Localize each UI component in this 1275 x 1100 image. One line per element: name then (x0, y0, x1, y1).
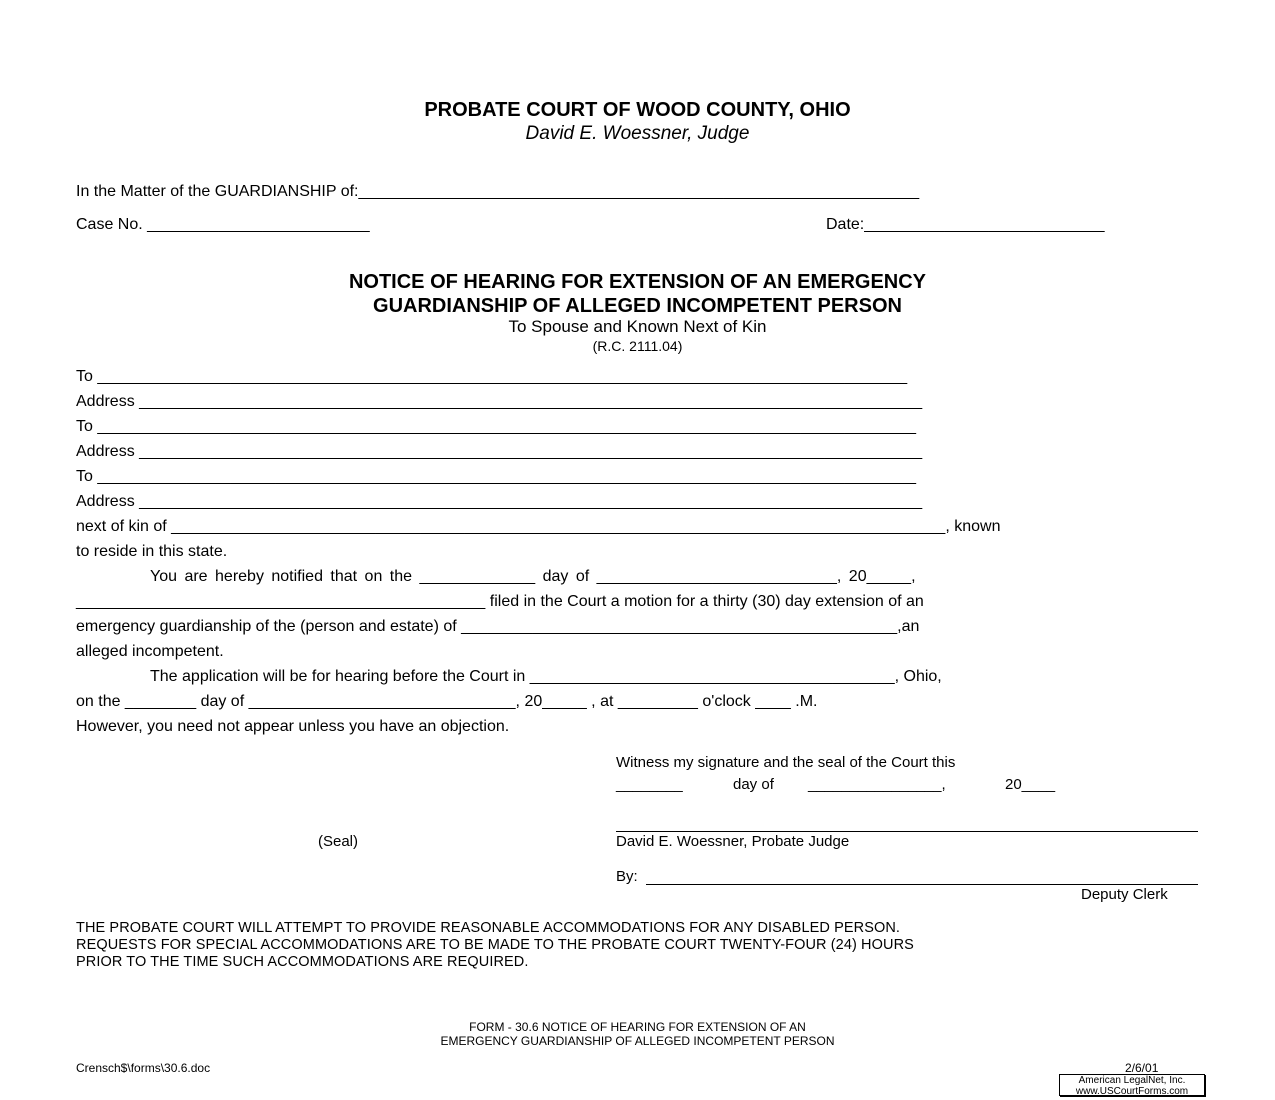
hearing-date-time-fields[interactable]: on the ________ day of ______________________________, 20_____ , at _________ o'clock ____ .M. (76, 693, 818, 710)
deputy-signature-line[interactable] (646, 884, 1198, 885)
form-title-line2: GUARDIANSHIP OF ALLEGED INCOMPETENT PERSON (373, 295, 902, 317)
notification-date-fields[interactable]: You are hereby notified that on the _____________ day of ___________________________, 20_____, (150, 568, 916, 585)
form-id-line1: FORM - 30.6 NOTICE OF HEARING FOR EXTENSION OF AN (469, 1020, 806, 1034)
file-path: Crensch$\forms\30.6.doc (76, 1061, 211, 1075)
form-subtitle: To Spouse and Known Next of Kin (508, 317, 767, 336)
publisher-name: American LegalNet, Inc. (1078, 1075, 1186, 1086)
recipient-address-field-1[interactable]: Address ________________________________________________________________________________________ (76, 393, 923, 410)
date-field[interactable]: Date:___________________________ (826, 216, 1105, 233)
judge-name: David E. Woessner, Judge (525, 123, 750, 144)
recipient-address-field-3[interactable]: Address ________________________________________________________________________________________ (76, 493, 923, 510)
recipient-to-field-3[interactable]: To ____________________________________________________________________________________________ (76, 468, 916, 485)
recipient-to-field-2[interactable]: To ____________________________________________________________________________________________ (76, 418, 916, 435)
seal-label: (Seal) (318, 833, 359, 850)
form-title-line1: NOTICE OF HEARING FOR EXTENSION OF AN EMERGENCY (348, 271, 927, 293)
body-text: to reside in this state. (76, 543, 228, 560)
recipient-to-field-1[interactable]: To ___________________________________________________________________________________________ (76, 368, 908, 385)
next-of-kin-field[interactable]: next of kin of _______________________________________________________________________________________, known (76, 518, 1001, 535)
movant-field[interactable]: ______________________________________________ filed in the Court a motion for a thirty (30) day extension of an (76, 593, 924, 610)
witness-day-of-label: day of (733, 776, 774, 793)
hearing-location-field[interactable]: The application will be for hearing before the Court in _________________________________________, Ohio, (150, 668, 942, 685)
publisher-stamp (1059, 1074, 1205, 1096)
statute-reference: (R.C. 2111.04) (592, 338, 683, 354)
accommodations-notice-line3: PRIOR TO THE TIME SUCH ACCOMMODATIONS ARE REQUIRED. (76, 954, 529, 970)
deputy-by-label: By: (616, 868, 638, 885)
accommodations-notice-line2: REQUESTS FOR SPECIAL ACCOMMODATIONS ARE TO BE MADE TO THE PROBATE COURT TWENTY-FOUR (24) HOURS (76, 937, 914, 953)
witness-statement: Witness my signature and the seal of the Court this (616, 754, 956, 771)
accommodations-notice-line1: THE PROBATE COURT WILL ATTEMPT TO PROVIDE REASONABLE ACCOMMODATIONS FOR ANY DISABLED PERSON. (76, 920, 901, 936)
body-text: alleged incompetent. (76, 643, 224, 660)
revision-date: 2/6/01 (1125, 1061, 1159, 1075)
deputy-clerk-label: Deputy Clerk (1081, 886, 1168, 903)
guardianship-matter-field[interactable]: In the Matter of the GUARDIANSHIP of:_______________________________________________________________ (76, 183, 920, 200)
body-text: However, you need not appear unless you have an objection. (76, 718, 510, 735)
witness-month-field[interactable]: ________________, (808, 776, 946, 793)
witness-year-field[interactable]: 20____ (1005, 776, 1056, 793)
recipient-address-field-2[interactable]: Address ________________________________________________________________________________________ (76, 443, 923, 460)
court-name: PROBATE COURT OF WOOD COUNTY, OHIO (424, 99, 851, 121)
incompetent-person-field[interactable]: emergency guardianship of the (person and estate) of _________________________________________________,an (76, 618, 920, 635)
judge-signature-label: David E. Woessner, Probate Judge (616, 833, 850, 850)
publisher-url: www.USCourtForms.com (1075, 1085, 1189, 1097)
judge-signature-line[interactable] (616, 831, 1198, 832)
witness-day-field[interactable]: ________ (616, 776, 683, 793)
form-id-line2: EMERGENCY GUARDIANSHIP OF ALLEGED INCOMPETENT PERSON (440, 1034, 835, 1048)
case-number-field[interactable]: Case No. _________________________ (76, 216, 370, 233)
